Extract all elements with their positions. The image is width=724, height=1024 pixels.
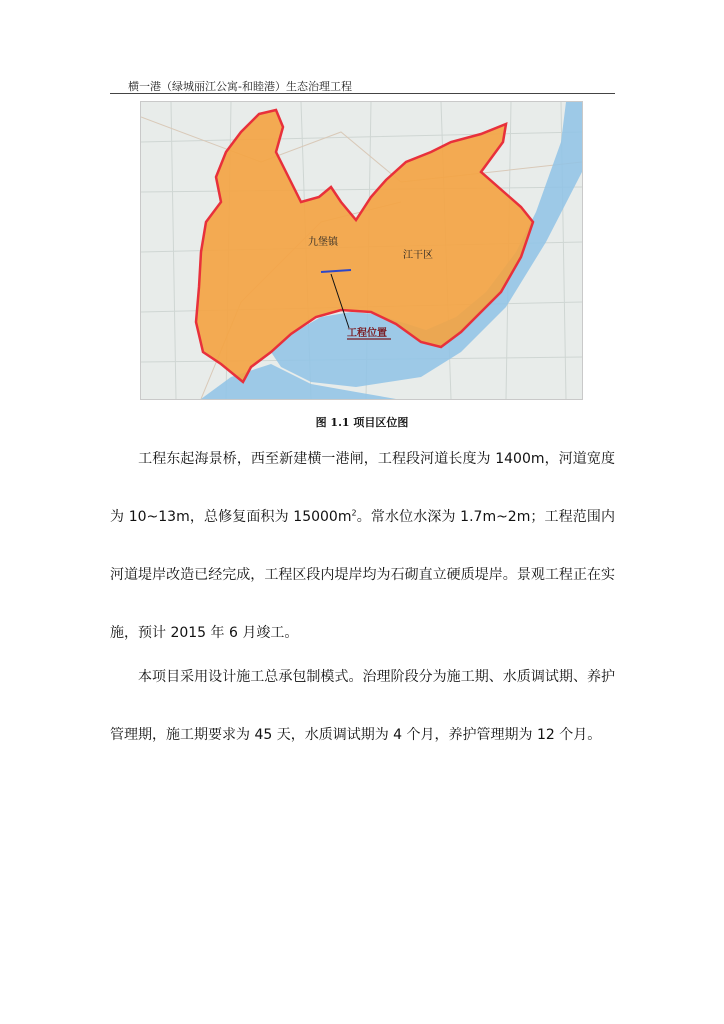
- figure-caption: 图 1.1 项目区位图: [315, 416, 409, 429]
- label-town: 九堡镇: [308, 237, 338, 248]
- paragraph-1-text-a: 工程东起海景桥，西至新建横一港闸，工程段河道长度为 1400m，河道宽度为 10~13m，总修复面积为 15000m: [110, 451, 615, 525]
- label-district: 江干区: [403, 250, 433, 261]
- location-map: [140, 101, 583, 400]
- paragraph-1-text-b: 。常水位水深为 1.7m~2m；工程范围内河道堤岸改造已经完成，工程区段内堤岸均为石砌直立硬质堤岸。景观工程正在实施，预计 2015 年 6 月竣工。: [110, 509, 615, 641]
- paragraph-2-text: 本项目采用设计施工总承包制模式。治理阶段分为施工期、水质调试期、养护管理期，施工期要求为 45 天，水质调试期为 4 个月，养护管理期为 12 个月。: [110, 669, 615, 743]
- paragraph-project-scope: [110, 430, 615, 662]
- label-site: 工程位置: [347, 328, 387, 339]
- paragraph-contract-mode: [110, 648, 615, 764]
- map-svg: [141, 102, 582, 399]
- page-header: 横一港（绿城丽江公寓-和睦港）生态治理工程: [128, 80, 352, 93]
- header-rule: [110, 93, 615, 94]
- superscript-2: 2: [351, 508, 357, 518]
